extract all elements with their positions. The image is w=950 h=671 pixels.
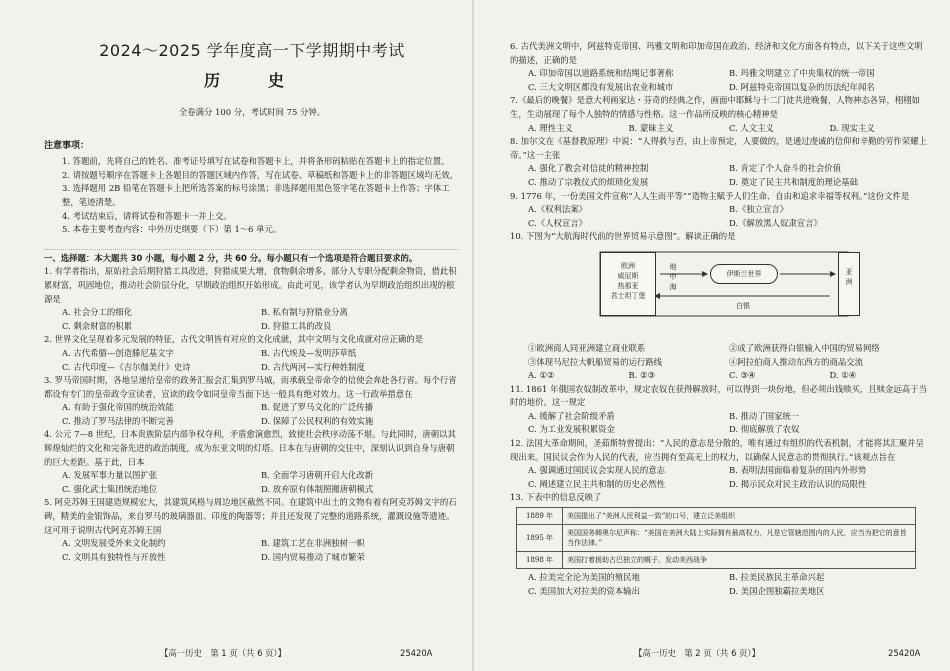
option-list <box>510 369 930 383</box>
notice-item: 5. 本卷主要考查内容：中外历史纲要（下）第 1～6 单元。 <box>62 224 282 235</box>
question-stem: 5. 阿克苏姆王国建造规模宏大，其建筑风格与周边地区截然不同。在建筑中出土的文物有着有阿克苏姆文字的石碑，精美的金银饰品，来自罗马的玻璃器皿、印度的陶器等；并且还发现了完整的道路系统，灌溉设施等遗迹。这可用于说明古代阿克苏姆王国 <box>44 497 457 535</box>
question-stem: 13. 下表中的信息反映了 <box>510 492 602 503</box>
option: B. ②③ <box>628 370 655 381</box>
statement: ①欧洲商人同亚洲建立商业联系 <box>528 342 646 353</box>
trade-diagram-lines <box>510 248 930 340</box>
notice-item: 3. 选择题用 2B 铅笔在答题卡上把所选答案的标号涂黑；非选择题用黑色签字笔在答题卡上作答；字体工整，笔迹清楚。 <box>62 183 450 207</box>
option: A. 强化了教会对信徒的精神控制 <box>528 163 649 174</box>
notice-heading: 注意事项： <box>44 140 90 151</box>
option: D. ①④ <box>829 370 857 381</box>
table-cell-text: 美国提出了“美洲人民利益一致”的口号，建立泛美组织 <box>563 508 916 525</box>
option: C. 强化武士集团统治地位 <box>62 483 158 494</box>
question-8 <box>510 135 930 189</box>
page2-content <box>510 40 930 598</box>
question-stem: 4. 公元 7—8 世纪，日本贵族阶层内部争权夺利，矛盾愈演愈烈，致使社会秩序动荡不堪。与此同时，唐朝以其辉煌灿烂的文化和完备先进的政治制度，成为东亚文明的灯塔。日本在与唐朝的交往中，深刻认识到自身与唐朝的巨大差距。基于此，日本 <box>44 429 456 467</box>
arrow-head <box>702 271 708 277</box>
section-heading: 一、选择题：本大题共 30 小题，每小题 2 分，共 60 分。每小题只有一个选项是符合题目要求的。 <box>44 249 460 266</box>
europe-box: 欧洲 威尼斯 热那亚 君士坦丁堡 <box>600 252 656 316</box>
statement: ④阿拉伯商人推动东西方的商品交流 <box>729 356 863 367</box>
option: D. 狩猎工具的改良 <box>261 320 332 331</box>
question-stem: 2. 世界文化呈现着多元发展的特征，古代文明皆有对应的文化成就，其中文明与文化成就对应正确的是 <box>44 334 424 345</box>
option: A. 拉美完全沦为美国的殖民地 <box>528 572 640 583</box>
option: D. 保障了公民权利的有效实施 <box>261 415 374 426</box>
question-3 <box>44 374 460 428</box>
option: D. 阿兹特克帝国以复杂的历法纪年闻名 <box>729 81 875 92</box>
notice-item: 2. 请按题号顺序在答题卡上各题目的答题区域内作答，写在试卷、草稿纸和答题卡上的非答题区域均无效。 <box>62 169 458 180</box>
question-6 <box>510 40 930 94</box>
option: D. 彻底解放了农奴 <box>729 424 800 435</box>
option: A. 缓解了社会阶级矛盾 <box>528 410 615 421</box>
option: B. 建筑工艺在非洲独树一帜 <box>261 538 365 549</box>
option: C. 人文主义 <box>729 122 774 133</box>
option-list <box>44 401 460 428</box>
option: C. 文明具有独特性与开放性 <box>62 551 166 562</box>
option: B. 蒙昧主义 <box>628 122 674 133</box>
option: C. 推动了罗马法律的不断完善 <box>62 415 174 426</box>
question-7 <box>510 94 930 135</box>
question-stem: 8. 加尔文在《基督教原理》中说：“人得救与否，由上帝预定，人要做的，是通过虔诚的信仰和辛勤的劳作荣耀上帝。”这一主张 <box>510 136 927 160</box>
option-list <box>510 162 930 189</box>
table-row <box>517 552 916 569</box>
option-list <box>510 410 930 437</box>
question-stem: 3. 罗马帝国时期，各地呈递给皇帝的政务汇报会汇集到罗马城，而承载皇帝命令的信使会奔赴各行省。每个行省都设有专门的皇帝政令宣读者，宣读的政令如同皇帝当面下达一般具有绝对效力。这一行政举措意在 <box>44 375 457 399</box>
option: C. 阐述建立民主共和制的历史必然性 <box>528 478 666 489</box>
table-row <box>517 508 916 525</box>
option: B. 表明法国面临着复杂的国内外形势 <box>729 465 867 476</box>
option: B. 全面学习唐朝开启大化改新 <box>261 470 373 481</box>
table-cell-year: 1895 年 <box>517 525 563 552</box>
question-13 <box>510 491 930 598</box>
option: D. 美国企图独霸拉美地区 <box>729 585 825 596</box>
question-stem: 9. 1776 年，一份美国文件宣称“人人生而平等”“造物主赋予人们生命、自由和追求幸福等权利。”这份文件是 <box>510 190 910 201</box>
subject-title: 历 史 <box>203 71 300 90</box>
option: B. 推动了国家统一 <box>729 410 800 421</box>
option: A. 有助于强化帝国的统治效能 <box>62 402 174 413</box>
question-4 <box>44 428 460 496</box>
question-1 <box>44 265 460 333</box>
exam-page-1 <box>0 0 472 671</box>
option: D. 古代两河—实行种姓制度 <box>261 361 365 372</box>
table-cell-text: 美国国务卿奥尔尼声称：“美国在美洲大陆上实际拥有最高权力，凡是它管辖范围内的人民，应当为把它的意旨当作法律。” <box>563 525 916 552</box>
option: A.《权利法案》 <box>528 204 587 215</box>
question-10 <box>510 230 930 382</box>
question-5 <box>44 496 460 564</box>
option: B. 拉美民族民主革命兴起 <box>729 572 825 583</box>
trade-diagram <box>510 248 930 340</box>
option: A. 发展军事力量以图扩张 <box>62 470 158 481</box>
events-table <box>516 507 916 569</box>
islamic-world-oval: 伊斯兰世界 <box>710 264 778 284</box>
option: D.《解放黑人奴隶宣言》 <box>729 217 822 228</box>
statement: ②成了欧洲获得白银输入中国的贸易网络 <box>729 342 880 353</box>
question-12 <box>510 437 930 491</box>
mediterranean-label: 地 中 海 <box>669 262 677 291</box>
option-list <box>44 347 460 374</box>
question-stem: 11. 1861 年俄国农奴制改革中，规定农奴在获得解放时，可以得到一块份地，但必须出钱赎买，且赎金远高于当时的地价。这一规定 <box>510 383 927 408</box>
table-cell-year: 1898 年 <box>517 552 563 569</box>
option-list <box>510 67 930 94</box>
option: C.《人权宣言》 <box>528 217 588 228</box>
option-list <box>44 306 460 333</box>
question-2 <box>44 333 460 374</box>
table-row <box>517 525 916 552</box>
option: C. 为工业发展积累资金 <box>528 424 615 435</box>
score-line: 全卷满分 100 分，考试时间 75 分钟。 <box>178 107 326 117</box>
paper-code: 25420A <box>888 648 921 659</box>
notice-list <box>44 155 460 237</box>
option: A. 强调通过国民议会实现人民的意志 <box>528 465 665 476</box>
page1-content <box>44 36 460 564</box>
option: C. 古代印度—《吉尔伽美什》史诗 <box>62 361 191 372</box>
option: D. 放弃原有体制照搬唐朝模式 <box>261 483 374 494</box>
question-11 <box>510 383 930 437</box>
notice-item: 1. 答题前，先将自己的姓名、准考证号填写在试卷和答题卡上，并将条形码粘贴在答题卡上的指定位置。 <box>62 156 450 167</box>
option: A. 文明发展受外来文化制约 <box>62 538 166 549</box>
option: A. ①② <box>528 370 555 381</box>
page-footer: 【高一历史 第 1 页（共 6 页）】 <box>160 648 286 659</box>
option: A. 理性主义 <box>528 122 573 133</box>
option-list <box>510 122 930 136</box>
option-list <box>44 469 460 496</box>
question-9 <box>510 190 930 231</box>
question-stem: 12. 法国大革命期间，圣茹斯特曾提出：“人民的意志是分散的，唯有通过有组织的代表机制，才能将其汇聚并呈现出来。国民议会作为人民的代表，应当拥有至高无上的权力，以确保人民意志的贯彻执行。”该观点旨在 <box>510 438 924 462</box>
option: B.《独立宣言》 <box>729 204 789 215</box>
option: B. 古代埃及—发明莎草纸 <box>261 347 357 358</box>
option-list <box>510 571 930 598</box>
question-stem: 6. 古代美洲文明中，阿兹特克帝国、玛雅文明和印加帝国在政治、经济和文化方面各有特点，以下关于这些文明的描述，正确的是 <box>510 41 923 65</box>
statement-list <box>510 342 930 369</box>
option: A. 印加帝国以道路系统和结绳记事著称 <box>528 68 674 79</box>
option: A. 古代希腊—创造滕尼基文字 <box>62 347 174 358</box>
option: C. ③④ <box>729 370 756 381</box>
exam-page-2 <box>474 0 950 671</box>
option: D. 国内贸易推动了城市繁荣 <box>261 551 365 562</box>
option: B. 玛雅文明建立了中央集权的统一帝国 <box>729 68 875 79</box>
option: B. 私有制与狩猎业分离 <box>261 307 348 318</box>
question-stem: 1. 有学者指出，原始社会后期狩猎工具改进，狩猎成果大增，食物剩余增多。部分人专职分配剩余物资，借此积累财富，巩固地位，推动社会阶层分化，早期政治组织开始形成。由此可见，该学者认为早期政治组织出现的根源是 <box>44 266 457 304</box>
option-list <box>510 203 930 230</box>
paper-code: 25420A <box>400 648 433 659</box>
arrow-head <box>830 271 836 277</box>
question-stem: 10. 下图为“大航海时代前的世界贸易示意图”。解读正确的是 <box>510 231 736 242</box>
option-list <box>510 464 930 491</box>
option: D. 揭示民众对民主政治认识的局限性 <box>729 478 867 489</box>
option: B. 肯定了个人奋斗的社会价值 <box>729 163 841 174</box>
table-cell-year: 1889 年 <box>517 508 563 525</box>
question-stem: 7.《最后的晚餐》是意大利画家达・芬奇的经典之作，画面中耶稣与十二门徒共进晚餐，人物神态各异，栩栩如生，生动展现了每个人独特的情感与性格。这一作品所反映的核心精神是 <box>510 95 920 119</box>
silver-label: 白银 <box>736 301 750 310</box>
asia-box: 亚 洲 <box>838 252 860 316</box>
statement: ③体现马尼拉大帆船贸易的运行路线 <box>528 356 662 367</box>
option: D. 奠定了民主共和制度的理论基础 <box>729 176 858 187</box>
option: A. 社会分工的细化 <box>62 307 132 318</box>
option-list <box>44 537 460 564</box>
option: C. 三大文明区都没有发展出农业和城市 <box>528 81 674 92</box>
option: B. 促进了罗马文化的广泛传播 <box>261 402 373 413</box>
option: C. 美国加大对拉美的资本输出 <box>528 585 640 596</box>
notice-item: 4. 考试结束后，请将试卷和答题卡一并上交。 <box>62 210 232 221</box>
page-footer: 【高一历史 第 2 页（共 6 页）】 <box>634 648 760 659</box>
option: C. 剩余财富的积累 <box>62 320 133 331</box>
table-cell-text: 美国打着援助古巴独立的幌子，发动美西战争 <box>563 552 916 569</box>
exam-title: 2024～2025 学年度高一下学期期中考试 <box>99 41 405 60</box>
option: D. 现实主义 <box>829 122 875 133</box>
option: C. 推动了宗教仪式的烦琐化发展 <box>528 176 649 187</box>
